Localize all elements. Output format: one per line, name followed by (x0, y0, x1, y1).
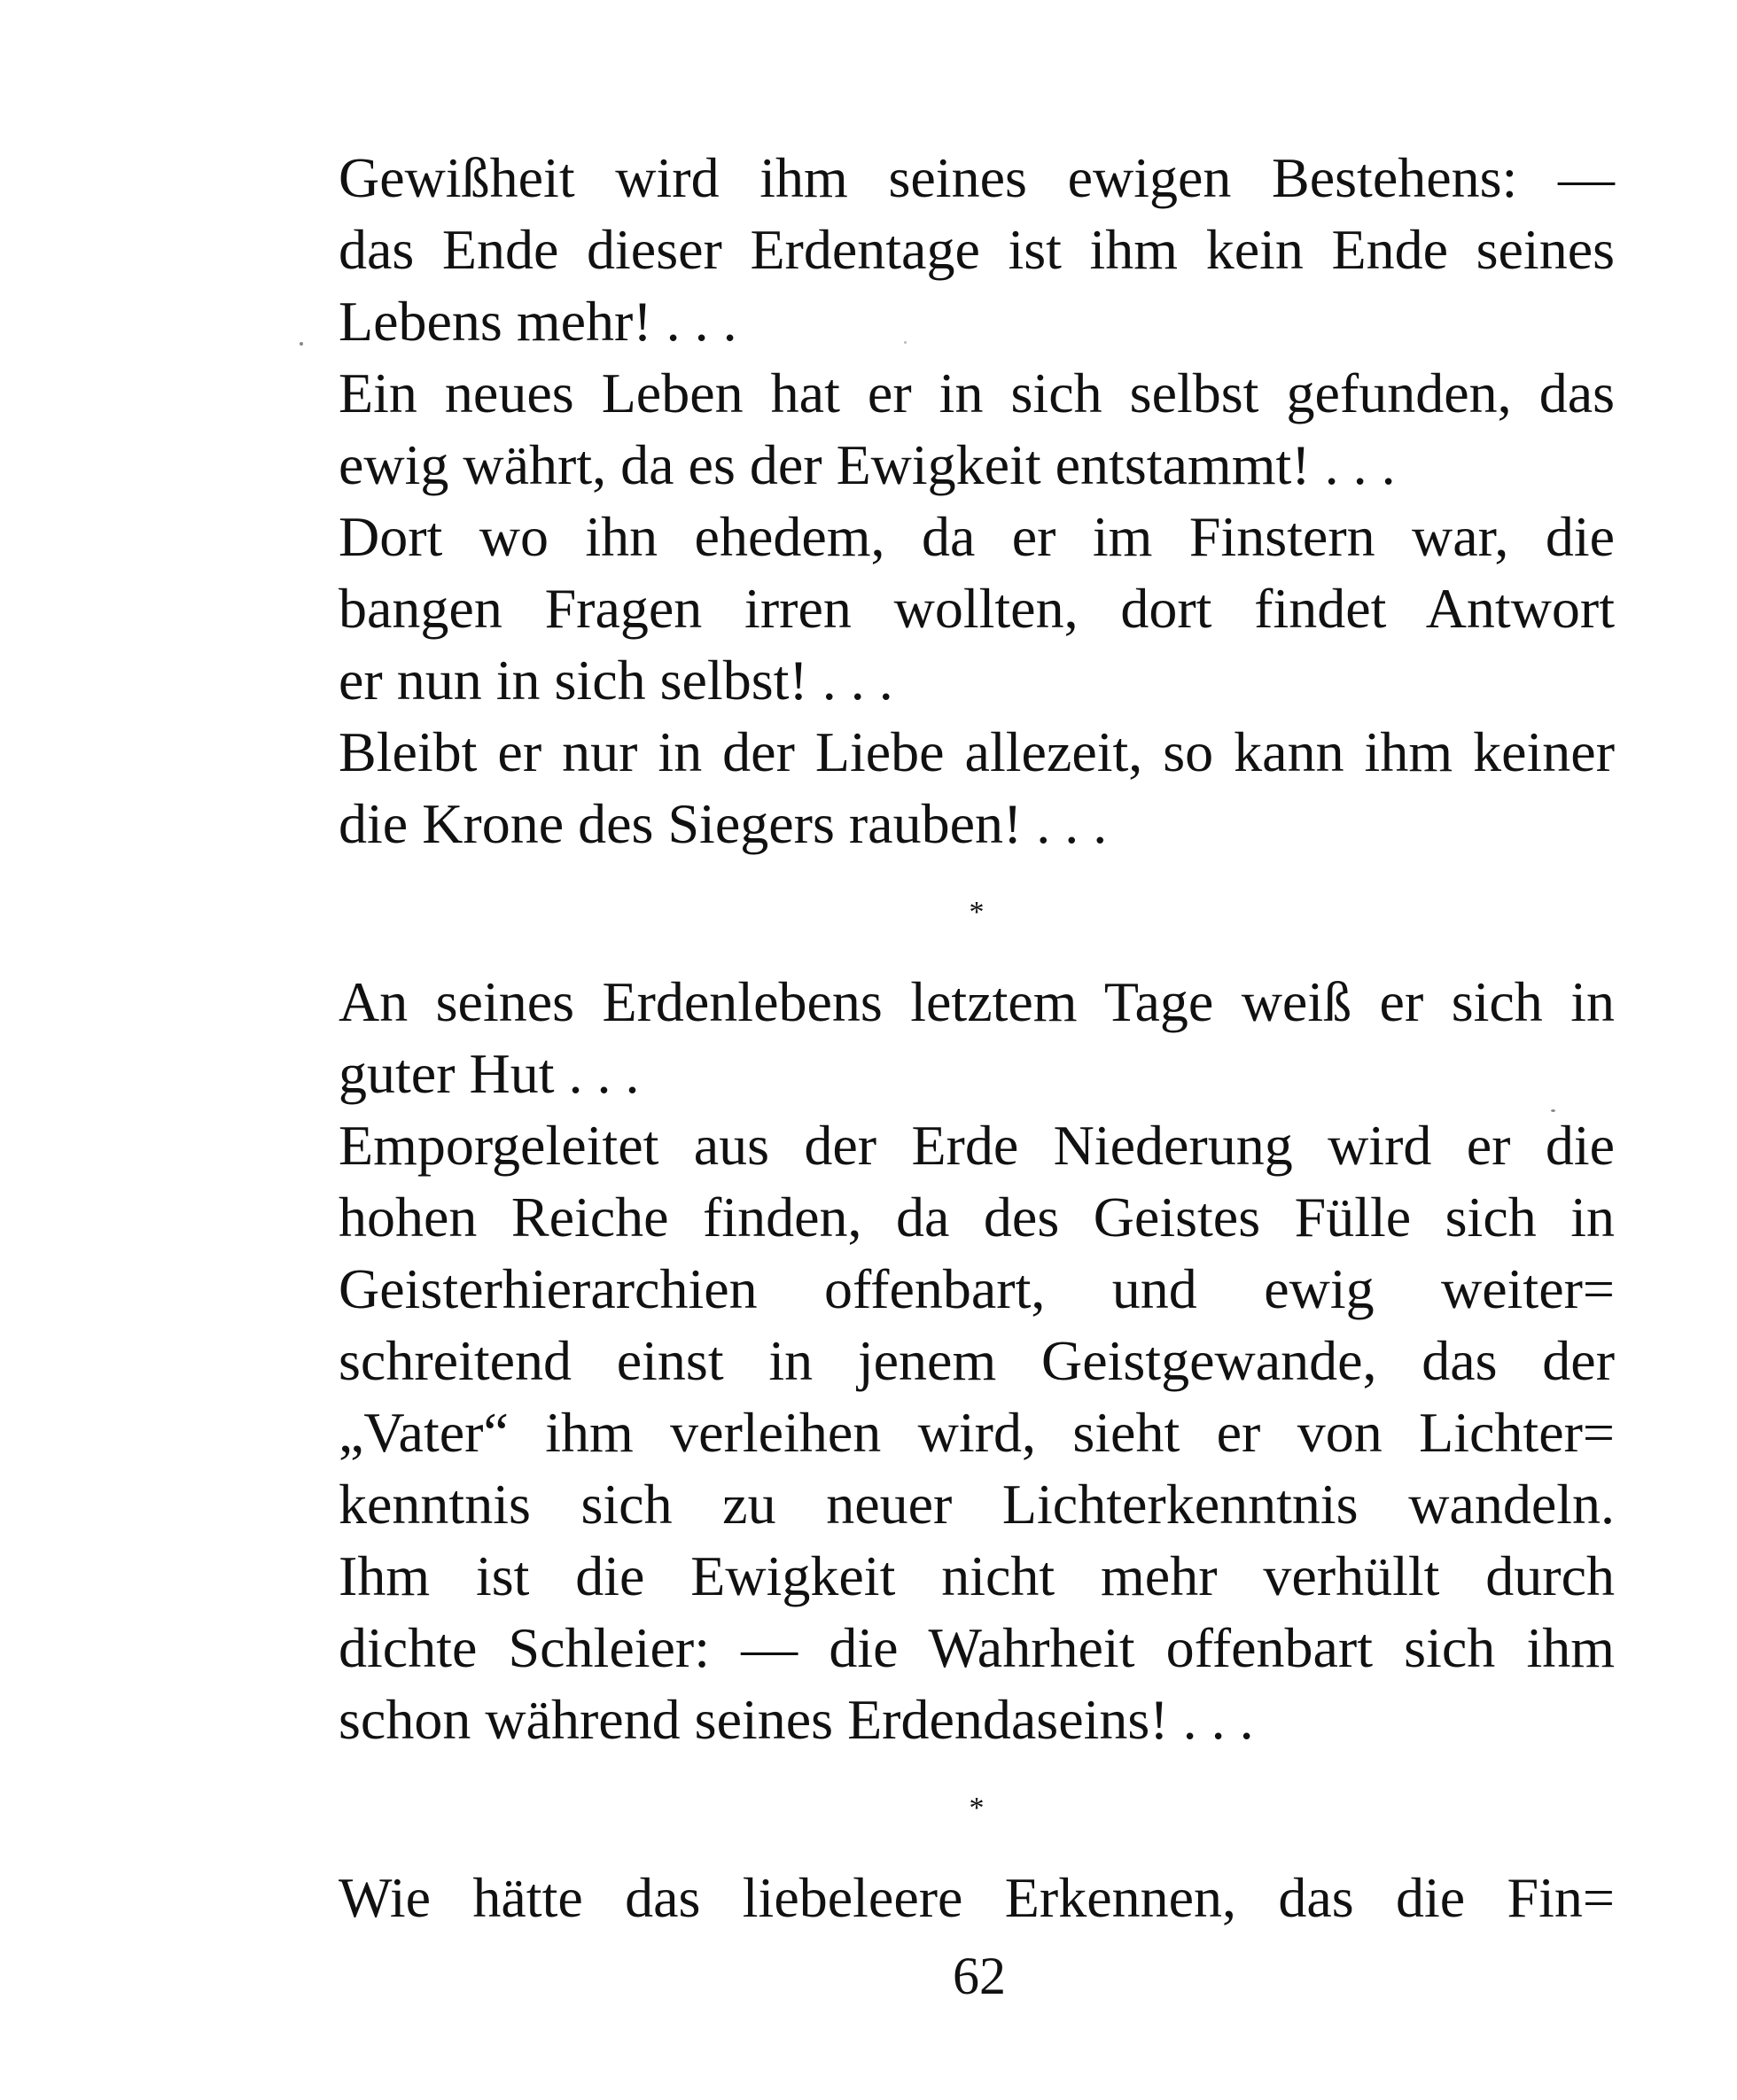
text-line: kenntnis sich zu neuer Lichterkenntnis wandeln. (339, 1473, 1615, 1536)
text-line: hohen Reiche finden, da des Geistes Fülle sich in (339, 1186, 1615, 1248)
section-separator-star: * (969, 1792, 985, 1824)
text-line: schon während seines Erdendaseins! . . . (339, 1688, 1254, 1751)
text-line: guter Hut . . . (339, 1042, 640, 1105)
text-line: Emporgeleitet aus der Erde Niederung wird er die (339, 1114, 1615, 1177)
text-line: das Ende dieser Erdentage ist ihm kein Ende seines (339, 218, 1615, 281)
text-line: ewig währt, da es der Ewigkeit entstammt! . . . (339, 433, 1396, 496)
text-line: Gewißheit wird ihm seines ewigen Bestehens: — (339, 146, 1615, 209)
text-line: Geisterhierarchien offenbart, und ewig weiter= (339, 1257, 1615, 1320)
text-line: Ein neues Leben hat er in sich selbst gefunden, das (339, 362, 1615, 424)
text-line: „Vater“ ihm verleihen wird, sieht er von Lichter= (339, 1401, 1615, 1464)
text-line: dichte Schleier: — die Wahrheit offenbart sich ihm (339, 1616, 1615, 1679)
text-line: Lebens mehr! . . . (339, 290, 737, 353)
scan-speck (300, 342, 303, 346)
section-separator-star: * (969, 896, 985, 929)
scan-speck (1551, 1109, 1555, 1112)
text-line: er nun in sich selbst! . . . (339, 649, 893, 712)
text-line: die Krone des Siegers rauben! . . . (339, 792, 1108, 855)
scan-speck (904, 341, 907, 344)
text-line: Bleibt er nur in der Liebe allezeit, so kann ihm keiner (339, 720, 1615, 783)
text-line: An seines Erdenlebens letztem Tage weiß er sich in (339, 970, 1615, 1033)
text-line: Ihm ist die Ewigkeit nicht mehr verhüllt durch (339, 1544, 1615, 1607)
text-line: schreitend einst in jenem Geistgewande, das der (339, 1329, 1615, 1392)
text-line: Wie hätte das liebeleere Erkennen, das die Fin= (339, 1866, 1615, 1929)
text-line: bangen Fragen irren wollten, dort findet Antwort (339, 577, 1615, 640)
text-column (339, 142, 1615, 1933)
text-line: Dort wo ihn ehedem, da er im Finstern war, die (339, 505, 1615, 568)
page-number: 62 (953, 1947, 1006, 2005)
